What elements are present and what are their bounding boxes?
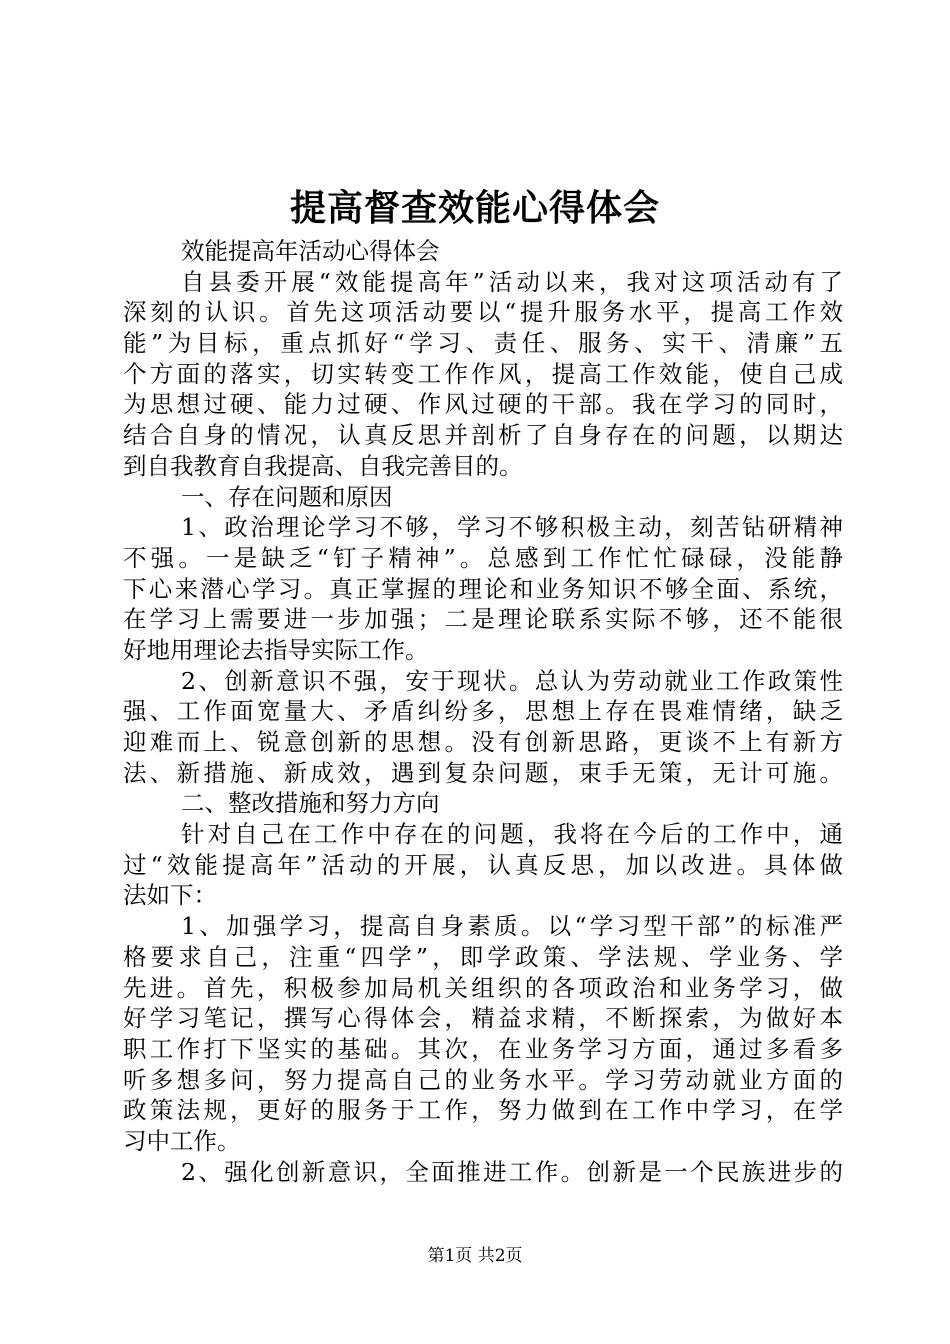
text-line: 在学习上需要进一步加强；二是理论联系实际不够，还不能很: [123, 605, 843, 634]
document-body: [123, 236, 843, 1187]
text-line: 法如下：: [123, 881, 217, 910]
text-line: 职工作打下坚实的基础。其次，在业务学习方面，通过多看多: [123, 1034, 843, 1063]
text-line: 习中工作。: [123, 1126, 241, 1155]
text-line: 下心来潜心学习。真正掌握的理论和业务知识不够全面、系统，: [123, 574, 843, 603]
text-line: 过“效能提高年”活动的开展，认真反思，加以改进。具体做: [123, 850, 843, 879]
text-line: 效能提高年活动心得体会: [181, 237, 440, 265]
document-title: 提高督查效能心得体会: [289, 187, 660, 229]
text-line: 1、政治理论学习不够，学习不够积极主动，刻苦钻研精神: [181, 513, 843, 542]
text-line: 好学习笔记，撰写心得体会，精益求精，不断探索，为做好本: [123, 1004, 843, 1033]
text-line: 1、加强学习，提高自身素质。以“学习型干部”的标准严: [181, 912, 843, 941]
text-line: 迎难而上、锐意创新的思想。没有创新思路，更谈不上有新方: [123, 728, 843, 756]
text-line: 一、存在问题和原因: [181, 482, 393, 511]
text-line: 到自我教育自我提高、自我完善目的。: [123, 451, 523, 480]
text-line: 2、强化创新意识，全面推进工作。创新是一个民族进步的: [181, 1157, 843, 1186]
text-line: 深刻的认识。首先这项活动要以“提升服务水平，提高工作效: [123, 298, 843, 327]
text-line: 个方面的落实，切实转变工作作风，提高工作效能，使自己成: [123, 359, 843, 388]
text-line: 不强。一是缺乏“钉子精神”。总感到工作忙忙碌碌，没能静: [123, 543, 843, 572]
text-line: 政策法规，更好的服务于工作，努力做到在工作中学习，在学: [123, 1096, 843, 1125]
text-line: 自县委开展“效能提高年”活动以来，我对这项活动有了: [181, 267, 843, 296]
text-line: 针对自己在工作中存在的问题，我将在今后的工作中，通: [181, 820, 843, 849]
text-line: 为思想过硬、能力过硬、作风过硬的干部。我在学习的同时，: [123, 390, 843, 419]
text-line: 结合自身的情况，认真反思并剖析了自身存在的问题，以期达: [123, 421, 843, 450]
text-line: 二、整改措施和努力方向: [181, 789, 440, 818]
text-line: 格要求自己，注重“四学”，即学政策、学法规、学业务、学: [123, 942, 843, 971]
text-line: 听多想多问，努力提高自己的业务水平。学习劳动就业方面的: [123, 1065, 843, 1094]
text-line: 先进。首先，积极参加局机关组织的各项政治和业务学习，做: [123, 973, 843, 1002]
text-line: 法、新措施、新成效，遇到复杂问题，束手无策，无计可施。: [123, 758, 843, 787]
text-line: 好地用理论去指导实际工作。: [123, 635, 429, 664]
text-line: 能”为目标，重点抓好“学习、责任、服务、实干、清廉”五: [123, 329, 843, 358]
page-number: 第1页 共2页: [427, 1246, 523, 1266]
text-line: 强、工作面宽量大、矛盾纠纷多，思想上存在畏难情绪，缺乏: [123, 697, 843, 726]
text-line: 2、创新意识不强，安于现状。总认为劳动就业工作政策性: [181, 666, 843, 695]
